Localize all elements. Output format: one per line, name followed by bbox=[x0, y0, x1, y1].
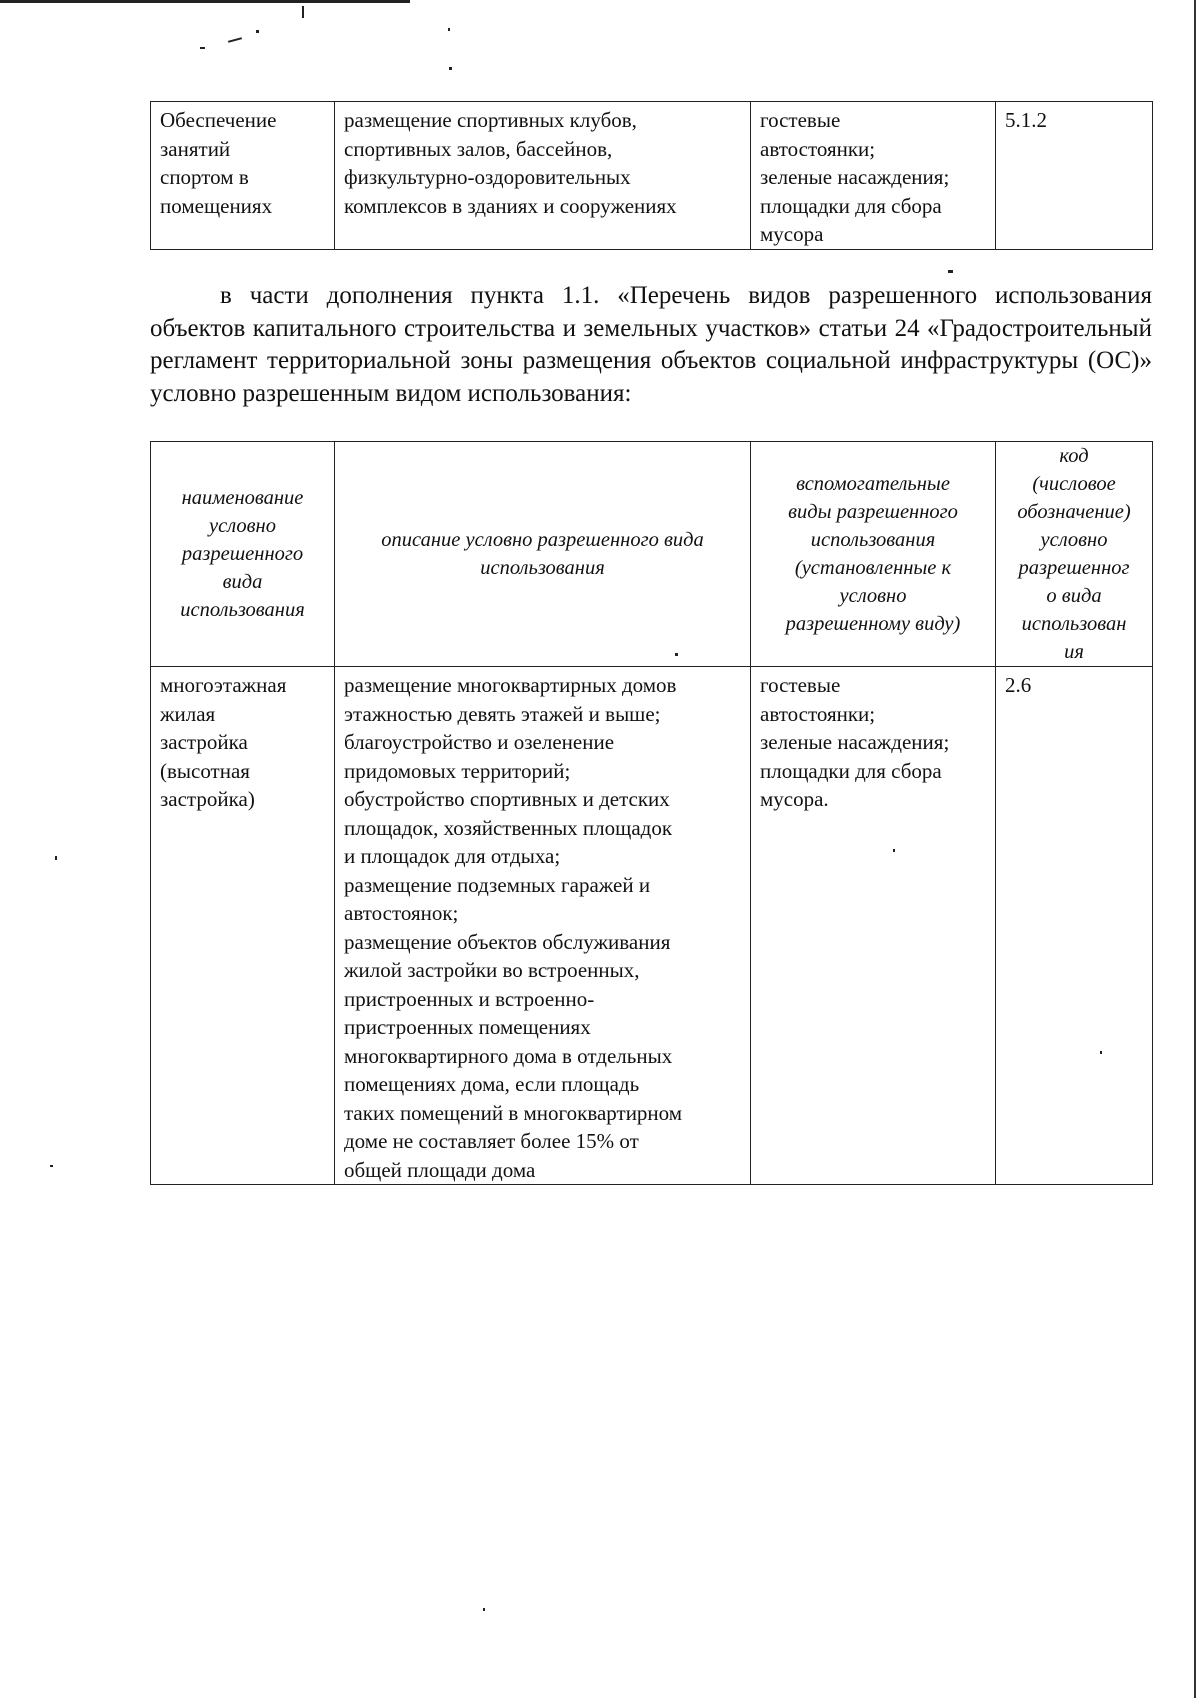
scan-speck bbox=[449, 67, 452, 70]
land-use-table-continuation bbox=[150, 101, 1153, 250]
use-code-cell: 5.1.2 bbox=[996, 102, 1153, 250]
scan-edge-right bbox=[1194, 0, 1196, 1698]
scan-speck bbox=[228, 37, 242, 43]
use-description-cell: размещение многоквартирных домов этажностью девять этажей и выше; благоустройство и озеленение придомовых территорий; обустройство спортивных и детских площадок, хозяйственных площадок и площадок для отдыха; размещение подземных гаражей и автостоянок; размещение объектов обслуживания жилой застройки во встроенных, пристроенных и встроенно- пристроенных помещениях многоквартирного дома в отдельных помещениях дома, если площадь таких помещений в многоквартирном доме не составляет более 15% от общей площади дома bbox=[335, 667, 751, 1185]
scan-speck bbox=[55, 856, 57, 860]
table-row bbox=[151, 667, 1153, 1185]
conditional-use-table bbox=[150, 441, 1153, 1185]
scan-speck bbox=[483, 1608, 485, 1611]
amendment-paragraph bbox=[150, 280, 1152, 410]
use-name-cell: многоэтажная жилая застройка (высотная застройка) bbox=[151, 667, 335, 1185]
header-auxiliary-uses: вспомогательные виды разрешенного использования (установленные к условно разрешенному виду) bbox=[751, 442, 996, 667]
scan-speck bbox=[448, 28, 450, 31]
scan-edge-top bbox=[0, 0, 410, 3]
header-use-name: наименование условно разрешенного вида использования bbox=[151, 442, 335, 667]
scan-speck bbox=[200, 47, 205, 49]
auxiliary-uses-cell: гостевые автостоянки; зеленые насаждения; площадки для сбора мусора bbox=[751, 102, 996, 250]
use-name-cell: Обеспечение занятий спортом в помещениях bbox=[151, 102, 335, 250]
auxiliary-uses-cell: гостевые автостоянки; зеленые насаждения; площадки для сбора мусора. bbox=[751, 667, 996, 1185]
scan-speck bbox=[948, 270, 953, 273]
scan-speck bbox=[256, 30, 259, 33]
scan-speck bbox=[50, 1165, 53, 1167]
use-code-cell: 2.6 bbox=[996, 667, 1153, 1185]
table-header-row bbox=[151, 442, 1153, 667]
scan-speck bbox=[302, 6, 304, 18]
header-use-description: описание условно разрешенного вида использования bbox=[335, 442, 751, 667]
header-use-code: код (числовое обозначение) условно разрешенног о вида использован ия bbox=[996, 442, 1153, 667]
paragraph-text: в части дополнения пункта 1.1. «Перечень видов разрешенного использования объектов капитального строительства и земельных участков» статьи 24 «Градостроительный регламент территориальной зоны размещения объектов социальной инфраструктуры (ОС)» условно разрешенным видом использования: bbox=[150, 282, 1152, 407]
table-row bbox=[151, 102, 1153, 250]
use-description-cell: размещение спортивных клубов, спортивных залов, бассейнов, физкультурно-оздоровительных комплексов в зданиях и сооружениях bbox=[335, 102, 751, 250]
